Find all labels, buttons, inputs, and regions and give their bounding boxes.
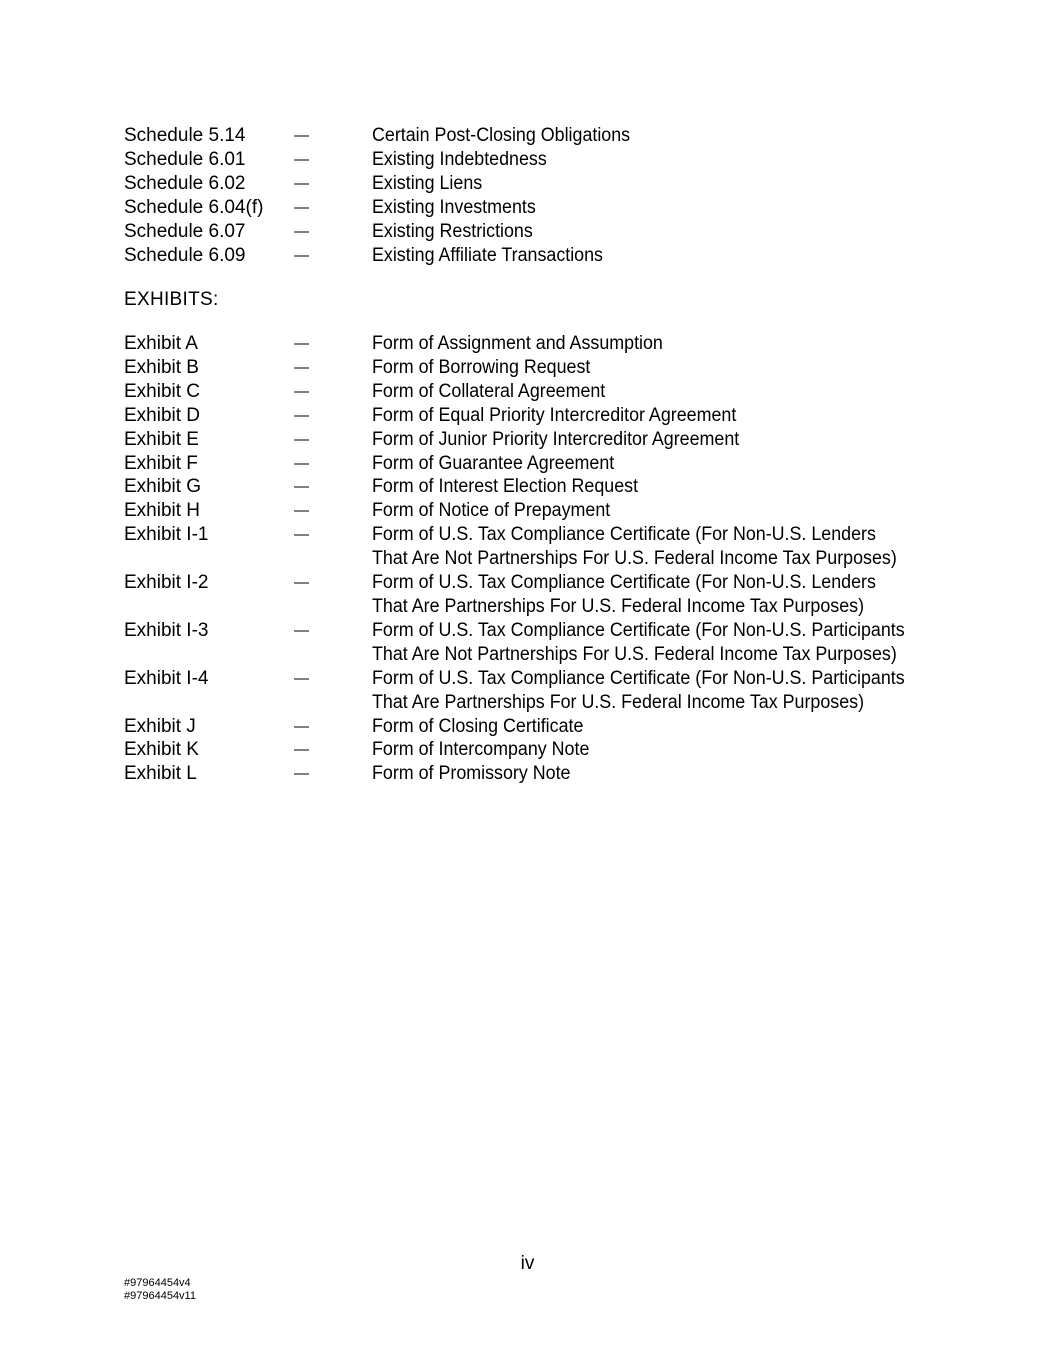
schedule-row xyxy=(124,172,944,196)
exhibit-row xyxy=(124,571,944,619)
separator-dash: — xyxy=(294,198,309,216)
separator-dash: — xyxy=(294,502,309,520)
exhibit-label: Exhibit J xyxy=(124,715,196,737)
exhibit-row xyxy=(124,715,944,739)
exhibit-description: Form of Promissory Note xyxy=(372,763,571,785)
separator-dash: — xyxy=(294,127,309,144)
separator-dash: — xyxy=(294,382,309,400)
separator-dash: — xyxy=(294,717,309,735)
separator-dash: — xyxy=(294,478,309,496)
schedule-row xyxy=(124,196,944,220)
schedule-description: Existing Investments xyxy=(372,196,536,218)
schedule-label: Schedule 6.04(f) xyxy=(124,196,264,218)
exhibit-description: Form of Interest Election Request xyxy=(372,476,639,498)
schedule-row xyxy=(124,124,944,148)
separator-dash: — xyxy=(294,222,309,240)
schedule-row xyxy=(124,244,944,268)
exhibit-description: Form of U.S. Tax Compliance Certificate (For Non-U.S. Participants That Are Partnerships For U.S. Federal Income Tax Purposes) xyxy=(372,667,905,713)
exhibit-row xyxy=(124,475,944,499)
exhibit-row xyxy=(124,619,944,667)
exhibit-row xyxy=(124,428,944,452)
exhibit-description: Form of U.S. Tax Compliance Certificate (For Non-U.S. Participants That Are Not Partnerships For U.S. Federal Income Tax Purposes) xyxy=(372,619,905,665)
exhibit-label: Exhibit K xyxy=(124,739,199,761)
document-id: #97964454v11 xyxy=(124,1290,196,1302)
schedule-label: Schedule 6.09 xyxy=(124,244,246,266)
separator-dash: — xyxy=(294,406,309,424)
separator-dash: — xyxy=(294,246,309,264)
separator-dash: — xyxy=(294,741,309,759)
exhibit-label: Exhibit B xyxy=(124,356,199,378)
exhibit-label: Exhibit G xyxy=(124,476,202,498)
exhibit-description: Form of Closing Certificate xyxy=(372,715,584,737)
separator-dash: — xyxy=(294,526,309,544)
document-id: #97964454v4 xyxy=(124,1277,191,1289)
schedule-description: Certain Post-Closing Obligations xyxy=(372,125,631,146)
exhibit-description: Form of U.S. Tax Compliance Certificate (For Non-U.S. Lenders That Are Not Partnerships For U.S. Federal Income Tax Purposes) xyxy=(372,524,897,570)
exhibit-description: Form of Notice of Prepayment xyxy=(372,500,611,522)
exhibit-label: Exhibit I-2 xyxy=(124,572,209,594)
schedule-row xyxy=(124,220,944,244)
separator-dash: — xyxy=(294,574,309,592)
schedule-label: Schedule 5.14 xyxy=(124,125,246,146)
exhibit-row xyxy=(124,667,944,715)
separator-dash: — xyxy=(294,174,309,192)
schedule-label: Schedule 6.07 xyxy=(124,220,246,242)
exhibit-description: Form of Borrowing Request xyxy=(372,356,591,378)
exhibit-label: Exhibit D xyxy=(124,404,201,426)
exhibit-label: Exhibit I-3 xyxy=(124,619,209,641)
separator-dash: — xyxy=(294,430,309,448)
separator-dash: — xyxy=(294,150,309,168)
schedule-description: Existing Liens xyxy=(372,172,483,194)
page-number: iv xyxy=(520,1253,535,1274)
schedule-label: Schedule 6.01 xyxy=(124,148,246,170)
exhibit-row xyxy=(124,762,944,786)
exhibit-row xyxy=(124,738,944,762)
exhibit-description: Form of Guarantee Agreement xyxy=(372,452,615,474)
document-ids xyxy=(124,1277,196,1303)
schedule-description: Existing Restrictions xyxy=(372,220,533,242)
separator-dash: — xyxy=(294,335,309,352)
exhibit-description: Form of U.S. Tax Compliance Certificate (For Non-U.S. Lenders That Are Partnerships For U.S. Federal Income Tax Purposes) xyxy=(372,572,876,617)
exhibit-label: Exhibit I-1 xyxy=(124,524,209,546)
exhibit-description: Form of Assignment and Assumption xyxy=(372,333,663,354)
exhibit-row xyxy=(124,499,944,523)
separator-dash: — xyxy=(294,765,309,783)
schedules-list xyxy=(124,124,944,267)
schedule-description: Existing Indebtedness xyxy=(372,148,547,170)
exhibit-label: Exhibit H xyxy=(124,500,201,522)
exhibits-heading: EXHIBITS: xyxy=(124,289,219,310)
exhibit-description: Form of Junior Priority Intercreditor Agreement xyxy=(372,428,740,450)
separator-dash: — xyxy=(294,358,309,376)
exhibit-row xyxy=(124,404,944,428)
separator-dash: — xyxy=(294,454,309,472)
exhibit-description: Form of Intercompany Note xyxy=(372,739,590,761)
exhibit-row xyxy=(124,356,944,380)
exhibit-description: Form of Equal Priority Intercreditor Agreement xyxy=(372,404,737,426)
exhibit-label: Exhibit C xyxy=(124,380,201,402)
schedule-row xyxy=(124,148,944,172)
schedule-label: Schedule 6.02 xyxy=(124,172,246,194)
exhibit-label: Exhibit F xyxy=(124,452,198,474)
schedule-description: Existing Affiliate Transactions xyxy=(372,244,603,266)
separator-dash: — xyxy=(294,621,309,639)
exhibit-label: Exhibit E xyxy=(124,428,199,450)
exhibit-label: Exhibit L xyxy=(124,763,197,785)
exhibit-row xyxy=(124,380,944,404)
exhibit-label: Exhibit I-4 xyxy=(124,667,209,689)
exhibit-row xyxy=(124,523,944,571)
separator-dash: — xyxy=(294,669,309,687)
exhibit-description: Form of Collateral Agreement xyxy=(372,380,606,402)
exhibit-row xyxy=(124,332,944,356)
exhibit-row xyxy=(124,452,944,476)
exhibit-label: Exhibit A xyxy=(124,333,198,354)
exhibits-list xyxy=(124,332,944,786)
